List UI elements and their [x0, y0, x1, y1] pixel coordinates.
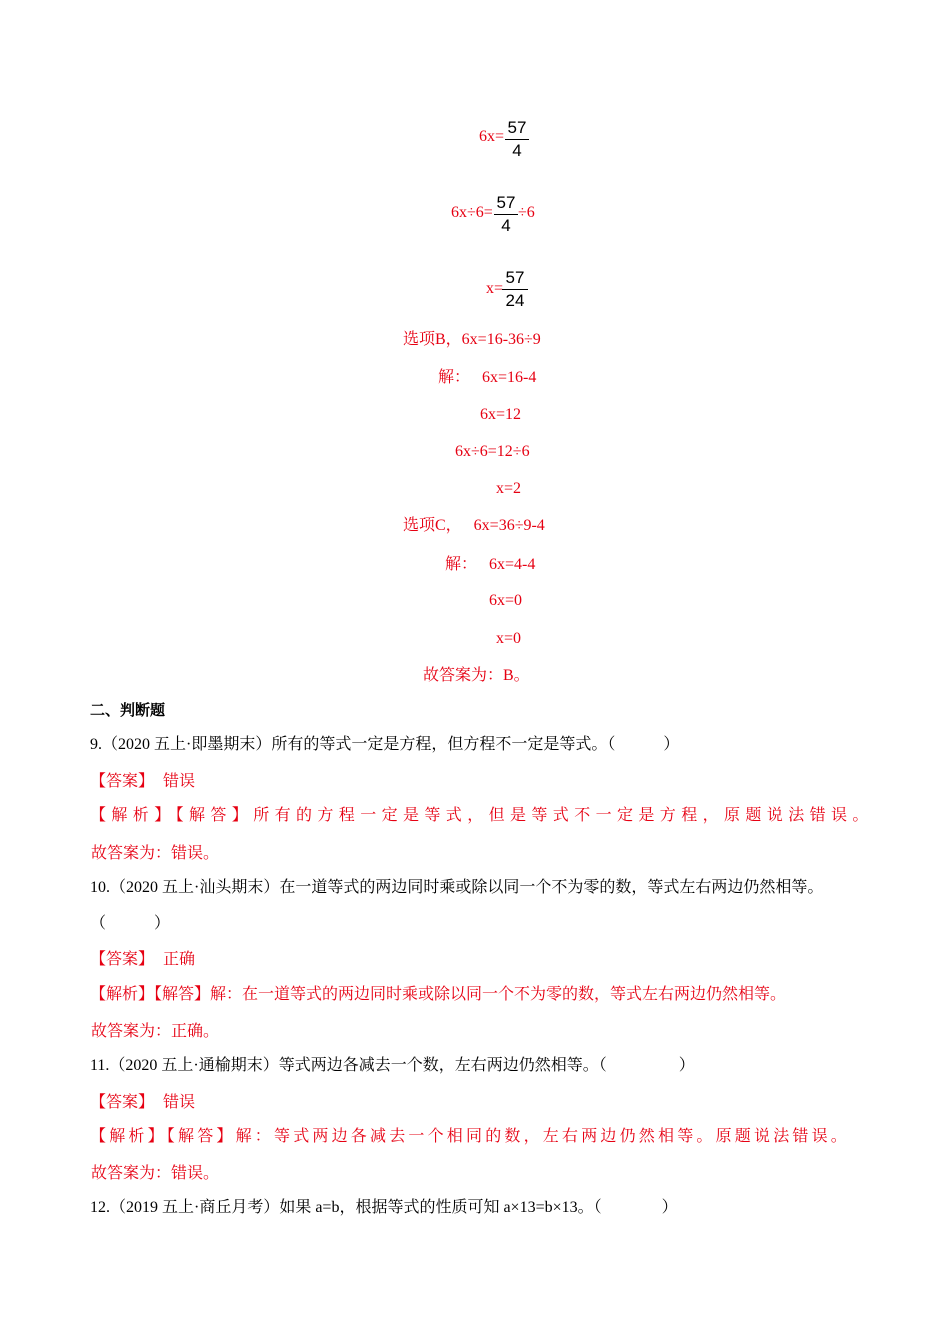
option-b-step4: x=2	[496, 480, 522, 497]
option-b-step3: 6x÷6=12÷6	[455, 443, 530, 460]
solution-line-frac1-prefix: 6x=	[479, 128, 505, 145]
option-c-step3: x=0	[496, 630, 522, 647]
fraction-57-over-4-b	[494, 193, 518, 236]
fraction-57-over-4-a	[505, 118, 529, 161]
question-9-answer: 错误	[163, 773, 196, 790]
fraction-denominator: 4	[512, 141, 522, 160]
question-10-stem-cont: （ ）	[90, 915, 171, 932]
question-10-answer-label: 【答案】	[90, 951, 155, 968]
question-10-analysis: 【解析】【解答】解：在一道等式的两边同时乘或除以同一个不为零的数，等式左右两边仍然相等。	[90, 986, 787, 1003]
question-12-stem: 12.（2019 五上·商丘月考）如果 a=b，根据等式的性质可知 a×13=b×13。（ ）	[90, 1199, 678, 1216]
question-10-conclusion: 故答案为：正确。	[91, 1023, 220, 1040]
section-title: 二、判断题	[90, 702, 166, 719]
option-c-step1: 解： 6x=4-4	[445, 556, 536, 573]
fraction-bar	[494, 214, 518, 215]
option-b-step1: 解： 6x=16-4	[438, 369, 537, 386]
option-c-line: 选项C， 6x=36÷9-4	[403, 517, 545, 534]
question-10-stem: 10.（2020 五上·汕头期末）在一道等式的两边同时乘或除以同一个不为零的数，等式左右两边仍然相等。	[90, 879, 824, 896]
option-c-step2: 6x=0	[489, 592, 523, 609]
fraction-denominator: 4	[501, 216, 511, 235]
fraction-numerator: 57	[507, 118, 527, 137]
solution-line-frac2-suffix: ÷6	[518, 204, 535, 221]
option-b-step2: 6x=12	[480, 406, 522, 423]
fraction-57-over-24	[502, 268, 528, 311]
fraction-denominator: 24	[505, 291, 525, 310]
fraction-numerator: 57	[496, 193, 516, 212]
solution-line-frac2-prefix: 6x÷6=	[451, 204, 493, 221]
question-9-conclusion: 故答案为：错误。	[91, 845, 220, 862]
question-11-answer: 错误	[163, 1094, 196, 1111]
question-9-answer-label: 【答案】	[90, 773, 155, 790]
question-11-analysis: 【解析】【解答】解：等式两边各减去一个相同的数，左右两边仍然相等。原题说法错误。	[90, 1128, 851, 1145]
question-9-stem: 9.（2020 五上·即墨期末）所有的等式一定是方程，但方程不一定是等式。（ ）	[90, 736, 680, 753]
option-b-line: 选项B，6x=16-36÷9	[403, 331, 541, 348]
fraction-bar	[502, 289, 528, 290]
question-10-answer: 正确	[163, 951, 196, 968]
question-11-stem: 11.（2020 五上·通榆期末）等式两边各减去一个数，左右两边仍然相等。（ ）	[90, 1057, 695, 1074]
fraction-bar	[505, 139, 529, 140]
question-11-conclusion: 故答案为：错误。	[91, 1165, 220, 1182]
fraction-numerator: 57	[505, 268, 525, 287]
solution-line-frac3-prefix: x=	[486, 280, 504, 297]
solution-conclusion: 故答案为：B。	[423, 667, 530, 684]
question-9-analysis: 【解析】【解答】所有的方程一定是等式，但是等式不一定是方程，原题说法错误。	[90, 807, 874, 824]
question-11-answer-label: 【答案】	[90, 1094, 155, 1111]
